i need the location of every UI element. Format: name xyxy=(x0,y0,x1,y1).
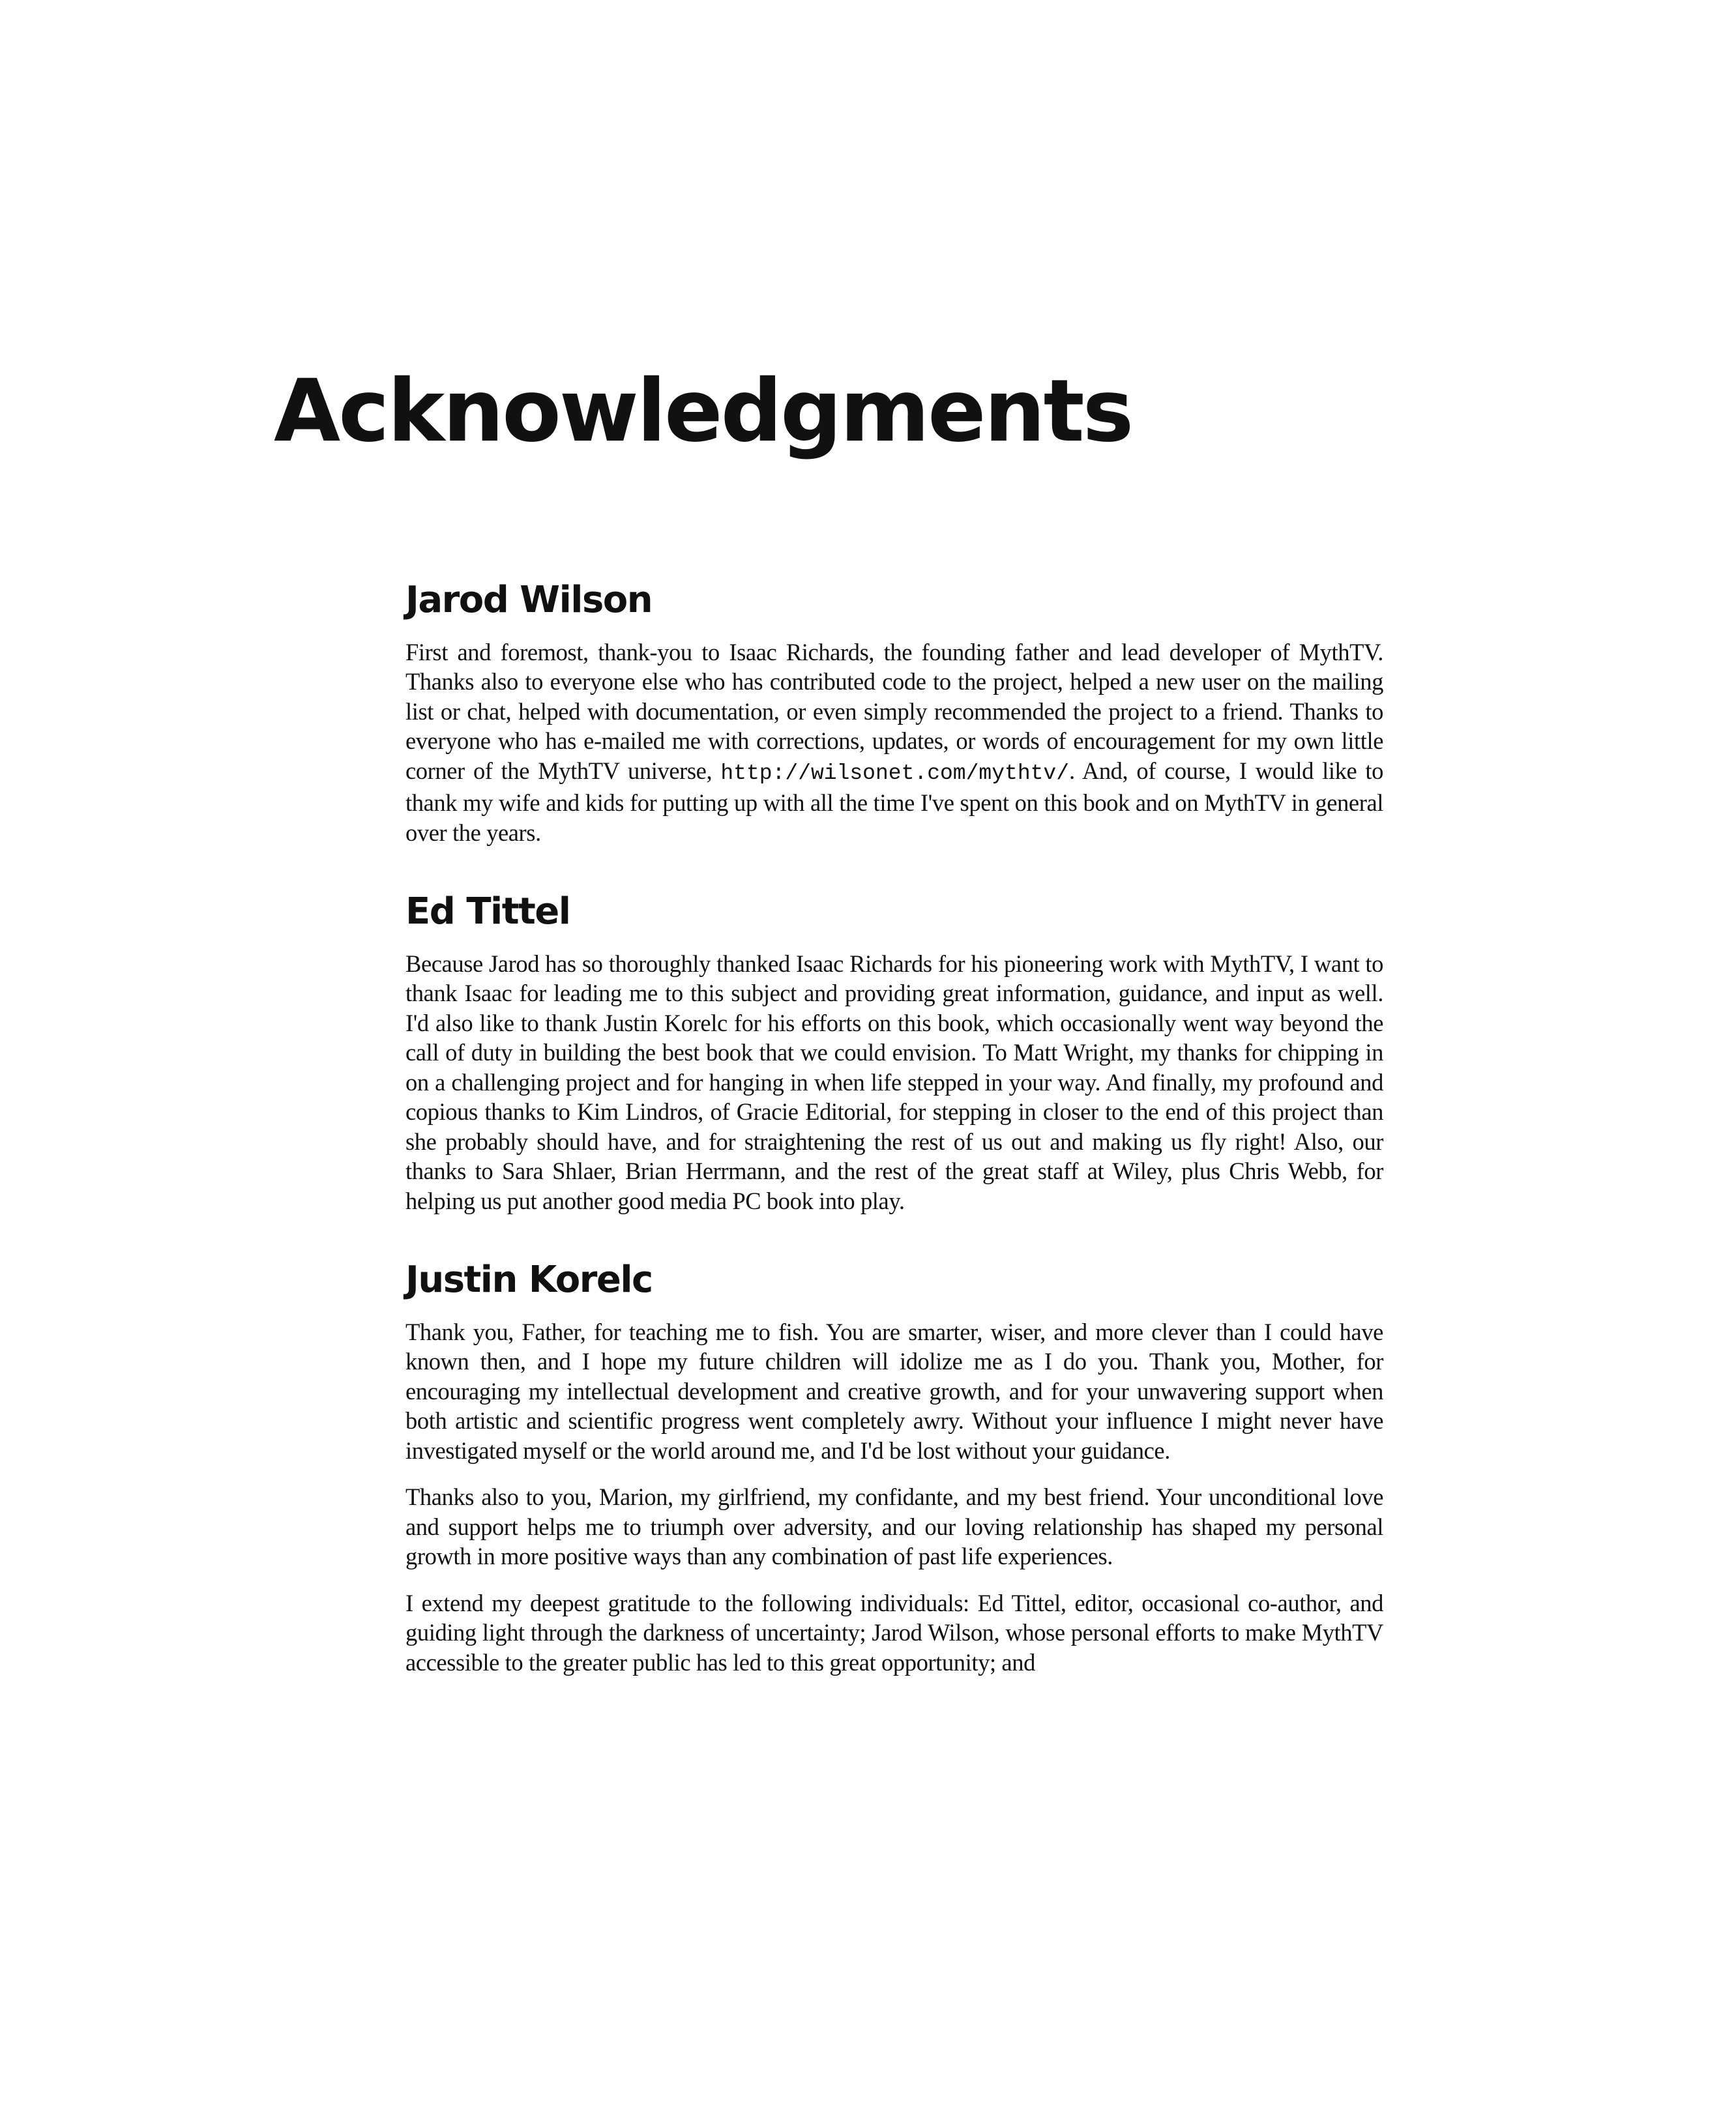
paragraph: I extend my deepest gratitude to the following individuals: Ed Tittel, editor, occasional co-author, and guiding light through the darkness of uncertainty; Jarod Wilson, whose personal efforts to make MythTV accessible to the greater public has led to this great opportunity; and xyxy=(405,1589,1383,1676)
section-ed-tittel xyxy=(405,892,1383,1216)
section-heading: Jarod Wilson xyxy=(405,579,653,621)
paragraph xyxy=(405,637,1383,848)
paragraph: Because Jarod has so thoroughly thanked Isaac Richards for his pioneering work with MythTV, I want to thank Isaac for leading me to this subject and providing great information, guidance, and input as well. I'd also like to thank Justin Korelc for his efforts on this book, which occasionally went way beyond the call of duty in building the best book that we could envision. To Matt Wright, my thanks for chipping in on a challenging project and for hanging in when life stepped in your way. And finally, my profound and copious thanks to Kim Lindros, of Gracie Editorial, for stepping in closer to the end of this project than she probably should have, and for straightening the rest of us out and making us fly right! Also, our thanks to Sara Shlaer, Brian Herrmann, and the rest of the great staff at Wiley, plus Chris Webb, for helping us put another good media PC book into play. xyxy=(405,950,1383,1214)
paragraph-text: First and foremost, thank-you to Isaac Richards, the founding father and lead developer of MythTV. Thanks also to everyone else who has contributed code to the project, helped a new user on the mailing list or chat, helped with documentation, or even simply recommended the project to a friend. Thanks to everyone who has e-mailed me with corrections, updates, or words of encouragement for my own little corner of the MythTV universe, xyxy=(405,638,1383,784)
section-justin-korelc xyxy=(405,1260,1383,1677)
section-heading: Ed Tittel xyxy=(405,890,570,933)
website-url: http://wilsonet.com/mythtv/ xyxy=(720,761,1070,785)
section-heading: Justin Korelc xyxy=(405,1259,653,1302)
section-jarod-wilson xyxy=(405,580,1383,847)
paragraph: Thanks also to you, Marion, my girlfriend, my confidante, and my best friend. Your unconditional love and support helps me to triumph over adversity, and our loving relationship has shaped my personal growth in more positive ways than any combination of past life experiences. xyxy=(405,1483,1383,1570)
paragraph: Thank you, Father, for teaching me to fish. You are smarter, wiser, and more clever than I could have known then, and I hope my future children will idolize me as I do you. Thank you, Mother, for encouraging my intellectual development and creative growth, and for your unwavering support when both artistic and scientific progress went completely awry. Without your influence I might never have investigated myself or the world around me, and I'd be lost without your guidance. xyxy=(405,1318,1383,1464)
page-title: Acknowledgments xyxy=(274,361,1132,461)
acknowledgments-body xyxy=(405,580,1383,1721)
paragraph-text: . And, of course, I would like to thank my wife and kids for putting up with all the time I've spent on this book and on MythTV in general over the years. xyxy=(405,757,1383,846)
